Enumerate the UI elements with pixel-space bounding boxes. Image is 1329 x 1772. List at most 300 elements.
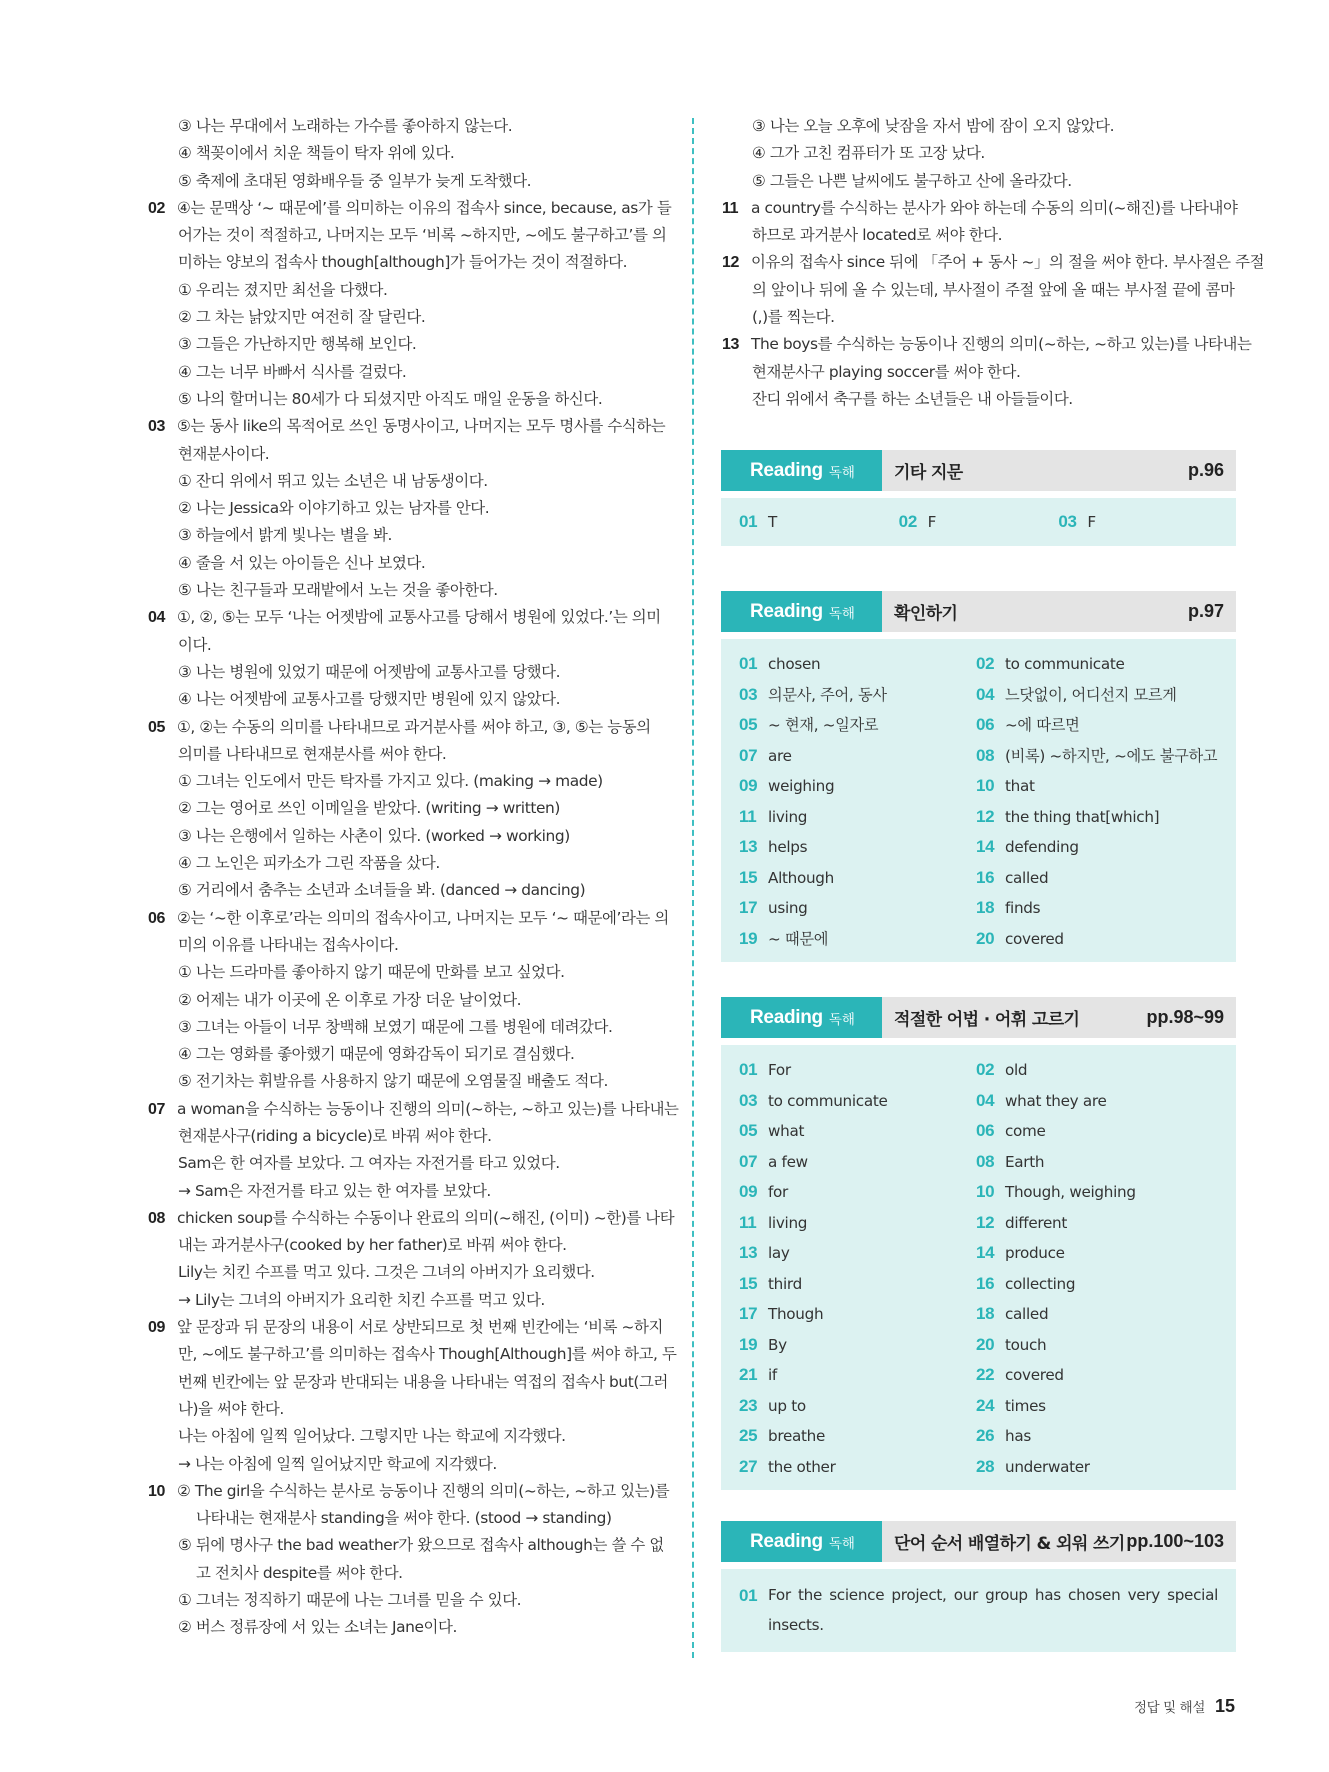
answer-text: a few — [768, 1152, 808, 1171]
reading-box-other-passage — [721, 450, 1236, 546]
reading-tag: Reading 독해 — [721, 1521, 882, 1562]
answer-text: 의문사, 주어, 동사 — [768, 685, 887, 704]
line-text: ⑤ 축제에 초대된 영화배우들 중 일부가 늦게 도착했다. — [178, 171, 532, 190]
answer-number: 06 — [976, 715, 995, 734]
line-text: ④ 줄을 서 있는 아이들은 신나 보였다. — [178, 553, 426, 572]
question-number: 04 — [148, 609, 165, 627]
answer-area — [721, 1045, 1236, 1490]
answer-number: 23 — [739, 1395, 758, 1415]
answer-number: 10 — [976, 1182, 995, 1201]
line-text: 미의 이유를 나타내는 접속사이다. — [178, 935, 399, 954]
explanation-line — [148, 1232, 666, 1259]
answer-text: By — [768, 1335, 787, 1354]
box-page-ref: p.97 — [1187, 601, 1224, 621]
answer-item — [976, 1116, 1212, 1147]
line-text: ④는 문맥상 ‘~ 때문에’를 의미하는 이유의 접속사 since, because, as가 들 — [177, 198, 672, 217]
line-text: ⑤ 나의 할머니는 80세가 다 되셨지만 아직도 매일 운동을 하신다. — [178, 389, 603, 408]
answer-area — [721, 1569, 1236, 1652]
answer-text: living — [768, 807, 808, 826]
line-text: ③ 그들은 가난하지만 행복해 보인다. — [178, 335, 417, 354]
answer-number: 14 — [976, 1243, 995, 1262]
answer-number: 14 — [976, 837, 995, 856]
explanation-line — [148, 1178, 666, 1205]
answer-item — [976, 832, 1212, 863]
reading-tag: Reading 독해 — [721, 450, 882, 491]
line-text: 이다. — [178, 635, 212, 654]
answer-number: 07 — [739, 745, 758, 765]
explanation-line — [148, 522, 666, 549]
explanation-line — [722, 168, 1237, 195]
footer-label: 정답 및 해설 — [1133, 1700, 1205, 1716]
answer-item — [976, 863, 1212, 894]
answer-number: 20 — [976, 928, 995, 948]
left-column — [148, 113, 679, 1642]
line-text: ④ 그가 고친 컴퓨터가 또 고장 났다. — [752, 144, 985, 163]
explanation-line — [148, 304, 666, 331]
answer-text: the thing that[which] — [1005, 807, 1160, 826]
explanation-line — [148, 850, 666, 877]
box-header — [721, 997, 1236, 1038]
answer-number: 16 — [976, 1273, 995, 1293]
answer-item — [976, 1055, 1212, 1086]
line-text: → Lily는 그녀의 아버지가 요리한 치킨 수프를 먹고 있다. — [178, 1290, 545, 1309]
line-text: ③ 그녀는 아들이 너무 창백해 보였기 때문에 그를 병원에 데려갔다. — [178, 1017, 613, 1036]
answer-text: chosen — [768, 655, 821, 673]
answer-item — [739, 771, 976, 802]
answer-item — [739, 1238, 976, 1269]
line-text: 이유의 접속사 since 뒤에 「주어 + 동사 ~」의 절을 써야 한다. 부사절은 주절 — [751, 253, 1265, 272]
answer-number: 09 — [739, 1182, 758, 1201]
line-text: 나타내는 현재분사 standing을 써야 한다. (stood → standing) — [196, 1509, 612, 1528]
box-title: 적절한 어법 · 어휘 고르기 — [894, 1010, 1080, 1030]
answer-number: 02 — [898, 511, 917, 531]
answer-item — [739, 649, 976, 680]
answer-number: 03 — [739, 1090, 758, 1110]
answer-text: called — [1005, 1305, 1049, 1323]
question-number: 11 — [722, 199, 739, 217]
answer-item — [1058, 507, 1218, 538]
answer-text: times — [1005, 1396, 1046, 1415]
line-text: ⑤ 뒤에 명사구 the bad weather가 왔으므로 접속사 although는 쓸 수 없 — [178, 1536, 664, 1555]
explanation-line — [722, 140, 1237, 167]
line-text: 나는 아침에 일찍 일어났다. 그렇지만 나는 학교에 지각했다. — [178, 1427, 566, 1446]
answer-item — [739, 710, 976, 741]
line-text: ① 잔디 위에서 뛰고 있는 소년은 내 남동생이다. — [178, 471, 488, 490]
line-text: 나)을 써야 한다. — [178, 1399, 284, 1418]
page-number: 15 — [1214, 1696, 1235, 1716]
answer-number: 11 — [739, 1212, 757, 1232]
answer-number: 26 — [976, 1426, 995, 1445]
answer-item — [976, 1360, 1212, 1391]
question-explanation — [148, 1314, 666, 1341]
explanation-line — [722, 359, 1237, 386]
line-text: → Sam은 자전거를 타고 있는 한 여자를 보았다. — [178, 1181, 491, 1200]
question-number: 09 — [148, 1319, 165, 1337]
answer-area — [721, 498, 1236, 546]
line-text: ① 우리는 졌지만 최선을 다했다. — [178, 280, 388, 299]
answer-text: what they are — [1005, 1091, 1107, 1110]
explanation-line — [722, 304, 1237, 331]
answer-text: finds — [1005, 899, 1041, 917]
answer-item — [739, 1421, 976, 1452]
answer-item — [976, 1452, 1212, 1483]
explanation-line — [722, 113, 1237, 140]
line-text: ④ 그 노인은 피카소가 그린 작품을 샀다. — [178, 854, 440, 873]
explanation-line — [148, 113, 666, 140]
line-text: a woman을 수식하는 능동이나 진행의 의미(~하는, ~하고 있는)를 나타내는 — [177, 1099, 679, 1118]
answer-item — [976, 741, 1218, 772]
answer-number: 13 — [739, 837, 758, 856]
answer-item — [739, 1055, 976, 1086]
question-number: 13 — [722, 336, 739, 354]
answer-item — [976, 1238, 1212, 1269]
question-explanation — [148, 604, 666, 631]
line-text: ③ 나는 병원에 있었기 때문에 어젯밤에 교통사고를 당했다. — [178, 662, 561, 681]
line-text: ⑤ 나는 친구들과 모래밭에서 노는 것을 좋아한다. — [178, 581, 498, 600]
explanation-line — [148, 795, 666, 822]
line-text: → 나는 아침에 일찍 일어났지만 학교에 지각했다. — [178, 1454, 497, 1473]
answer-text: ~ 때문에 — [768, 929, 829, 948]
answer-item — [739, 1147, 976, 1178]
explanation-line — [148, 768, 666, 795]
answer-number: 01 — [739, 511, 758, 531]
explanation-line — [148, 959, 666, 986]
answer-number: 25 — [739, 1426, 758, 1445]
explanation-line — [148, 1150, 666, 1177]
explanation-line — [148, 140, 666, 167]
answer-text: For — [768, 1061, 791, 1079]
question-number: 05 — [148, 718, 165, 736]
answer-number: 22 — [976, 1365, 995, 1384]
answer-text: produce — [1005, 1244, 1065, 1262]
line-text: ①, ②, ⑤는 모두 ‘나는 어젯밤에 교통사고를 당해서 병원에 있었다.’는 의미 — [177, 608, 661, 627]
answer-item — [976, 771, 1212, 802]
reading-tag: Reading 독해 — [721, 591, 882, 632]
answer-item — [739, 680, 976, 711]
answer-item — [976, 1177, 1212, 1208]
answer-text: lay — [768, 1244, 790, 1262]
reading-box-grammar-vocab — [721, 997, 1236, 1490]
answer-text: the other — [768, 1457, 836, 1476]
answer-number: 05 — [739, 715, 758, 734]
answer-text: 느닷없이, 어디선지 모르게 — [1005, 685, 1177, 704]
explanation-line — [148, 1396, 666, 1423]
line-text: 잔디 위에서 축구를 하는 소년들은 내 아들들이다. — [752, 389, 1073, 408]
answer-text: F — [1087, 512, 1096, 531]
explanation-line — [148, 577, 666, 604]
explanation-line — [148, 331, 666, 358]
line-text: 현재분사구(riding a bicycle)로 바꿔 써야 한다. — [178, 1126, 492, 1145]
line-text: 내는 과거분사구(cooked by her father)로 바꿔 써야 한다. — [178, 1236, 567, 1255]
question-explanation — [148, 1096, 679, 1123]
answer-number: 10 — [976, 776, 995, 795]
explanation-line — [148, 1505, 666, 1532]
question-number: 10 — [148, 1482, 165, 1500]
answer-text: has — [1005, 1427, 1031, 1445]
explanation-line — [148, 249, 666, 276]
box-title: 단어 순서 배열하기 & 외워 쓰기 — [894, 1534, 1125, 1554]
line-text: ② 나는 Jessica와 이야기하고 있는 남자를 안다. — [178, 499, 490, 518]
explanation-line — [148, 1014, 666, 1041]
box-title: 확인하기 — [894, 604, 958, 624]
line-text: ①, ②는 수동의 의미를 나타내므로 과거분사를 써야 하고, ③, ⑤는 능동의 — [177, 717, 651, 736]
answer-number: 11 — [739, 806, 757, 826]
box-title: 기타 지문 — [894, 463, 963, 483]
question-explanation — [722, 331, 1252, 358]
question-explanation — [148, 1205, 675, 1232]
answer-text: defending — [1005, 838, 1079, 856]
answer-item — [739, 1299, 976, 1330]
answer-area — [721, 639, 1236, 962]
answer-text: Though, weighing — [1005, 1183, 1136, 1201]
explanation-line — [148, 495, 666, 522]
answer-number: 03 — [739, 684, 758, 704]
explanation-line — [148, 168, 666, 195]
explanation-line — [148, 686, 666, 713]
answer-number: 02 — [976, 654, 995, 673]
explanation-line — [148, 823, 666, 850]
explanation-line — [148, 550, 666, 577]
answer-item — [976, 680, 1212, 711]
right-column — [722, 113, 1265, 413]
answer-item — [739, 507, 899, 538]
question-explanation — [148, 905, 669, 932]
explanation-line — [722, 277, 1237, 304]
answer-number: 15 — [739, 867, 758, 887]
explanation-line — [148, 1614, 666, 1641]
answer-number: 12 — [976, 1212, 995, 1232]
explanation-line — [148, 659, 666, 686]
answer-text: (비록) ~하지만, ~에도 불구하고 — [1005, 746, 1218, 765]
line-text: 의미를 나타내므로 현재분사를 써야 한다. — [178, 744, 447, 763]
answer-number: 18 — [976, 1304, 995, 1323]
answer-item — [739, 1330, 976, 1361]
explanation-line — [148, 1369, 666, 1396]
answer-text: Earth — [1005, 1152, 1045, 1171]
explanation-line — [148, 1451, 666, 1478]
answer-number: 01 — [739, 654, 758, 673]
line-text: ① 나는 드라마를 좋아하지 않기 때문에 만화를 보고 싶었다. — [178, 963, 565, 982]
question-number: 06 — [148, 909, 165, 927]
answer-item — [976, 1147, 1212, 1178]
answer-text: third — [768, 1274, 802, 1293]
answer-text: that — [1005, 777, 1035, 795]
answer-number: 04 — [976, 1090, 995, 1110]
column-divider — [692, 118, 694, 1658]
answer-item — [739, 1391, 976, 1422]
line-text: Lily는 치킨 수프를 먹고 있다. 그것은 그녀의 아버지가 요리했다. — [178, 1263, 595, 1282]
answer-text: are — [768, 746, 792, 765]
answer-item — [976, 1391, 1212, 1422]
question-number: 02 — [148, 199, 165, 217]
explanation-line — [722, 222, 1237, 249]
answer-text: old — [1005, 1061, 1028, 1079]
box-page-ref: pp.98~99 — [1146, 1007, 1224, 1027]
answer-item — [976, 1330, 1212, 1361]
box-header — [721, 591, 1236, 632]
answer-text: underwater — [1005, 1457, 1090, 1476]
answer-item — [739, 802, 976, 833]
question-number: 12 — [722, 254, 739, 272]
answer-text: different — [1005, 1213, 1068, 1232]
line-text: 의 앞이나 뒤에 올 수 있는데, 부사절이 주절 앞에 올 때는 부사절 끝에 콤마 — [752, 280, 1235, 299]
answer-item — [976, 649, 1212, 680]
explanation-line — [148, 1259, 666, 1286]
answer-number: 18 — [976, 898, 995, 917]
line-text: ② 그 차는 낡았지만 여전히 잘 달린다. — [178, 308, 426, 327]
line-text: ⑤는 동사 like의 목적어로 쓰인 동명사이고, 나머지는 모두 명사를 수식하는 — [177, 417, 666, 436]
answer-number: 16 — [976, 867, 995, 887]
answer-number: 12 — [976, 806, 995, 826]
line-text: 고 전치사 despite를 써야 한다. — [196, 1563, 403, 1582]
explanation-line — [148, 741, 666, 768]
line-text: ③ 나는 오늘 오후에 낮잠을 자서 밤에 잠이 오지 않았다. — [752, 117, 1115, 135]
line-text: ③ 하늘에서 밝게 빛나는 별을 봐. — [178, 526, 392, 545]
answer-text: ~ 현재, ~일자로 — [768, 716, 879, 734]
answer-item — [899, 507, 1059, 538]
explanation-line — [148, 277, 666, 304]
reading-tag: Reading 독해 — [721, 997, 882, 1038]
answer-text: to communicate — [1005, 655, 1125, 673]
line-text: ① 그녀는 정직하기 때문에 나는 그녀를 믿을 수 있다. — [178, 1591, 522, 1610]
explanation-line — [148, 1341, 677, 1368]
line-text: 앞 문장과 뒤 문장의 내용이 서로 상반되므로 첫 번째 빈칸에는 ‘비록 ~하지 — [177, 1318, 663, 1337]
answer-text: what — [768, 1122, 805, 1140]
answer-item — [739, 741, 976, 772]
answer-item — [739, 893, 976, 924]
line-text: ②는 ‘~한 이후로’라는 의미의 접속사이고, 나머지는 모두 ‘~ 때문에’라는 의 — [177, 908, 669, 927]
line-text: ② 어제는 내가 이곳에 온 이후로 가장 더운 날이었다. — [178, 990, 522, 1009]
answer-text: F — [927, 512, 937, 531]
answer-text: covered — [1005, 1366, 1064, 1384]
answer-item — [976, 1269, 1212, 1300]
answer-item — [739, 832, 976, 863]
line-text: ② The girl을 수식하는 분사로 능동이나 진행의 의미(~하는, ~하고 있는)를 — [177, 1481, 670, 1500]
answer-text: weighing — [768, 777, 835, 795]
explanation-line — [722, 386, 1237, 413]
answer-number: 05 — [739, 1121, 758, 1140]
line-text: 미하는 양보의 접속사 though[although]가 들어가는 것이 적절하다. — [178, 253, 628, 272]
answer-text: Although — [768, 868, 834, 887]
answer-number: 09 — [739, 776, 758, 795]
explanation-line — [148, 386, 666, 413]
explanation-line — [148, 632, 666, 659]
question-explanation — [722, 249, 1265, 276]
answer-number: 04 — [976, 684, 995, 704]
question-explanation — [148, 1478, 670, 1505]
line-text: ④ 그는 너무 바빠서 식사를 걸렀다. — [178, 362, 407, 381]
answer-text: covered — [1005, 929, 1064, 948]
answer-text: helps — [768, 838, 808, 856]
explanation-line — [148, 1068, 666, 1095]
line-text: a country를 수식하는 분사가 와야 하는데 수동의 의미(~해진)를 나타내야 — [751, 198, 1238, 217]
question-number: 08 — [148, 1209, 165, 1227]
answer-item — [976, 1299, 1212, 1330]
answer-number: 13 — [739, 1243, 758, 1262]
answer-number: 19 — [739, 928, 758, 948]
explanation-line — [148, 222, 666, 249]
answer-number: 15 — [739, 1273, 758, 1293]
explanation-line — [148, 932, 666, 959]
answer-item — [739, 863, 976, 894]
explanation-line — [148, 1041, 666, 1068]
line-text: 현재분사구 playing soccer를 써야 한다. — [752, 362, 1021, 381]
answer-item — [739, 1269, 976, 1300]
box-header — [721, 1521, 1236, 1562]
answer-number: 20 — [976, 1334, 995, 1354]
answer-text: up to — [768, 1396, 806, 1415]
answer-number: 02 — [976, 1060, 995, 1079]
line-text: ④ 그는 영화를 좋아했기 때문에 영화감독이 되기로 결심했다. — [178, 1045, 575, 1064]
answer-item — [976, 710, 1212, 741]
question-number: 07 — [148, 1100, 165, 1118]
line-text: ③ 나는 무대에서 노래하는 가수를 좋아하지 않는다. — [178, 117, 513, 135]
answer-text: collecting — [1005, 1274, 1076, 1293]
answer-item — [739, 1452, 976, 1483]
explanation-line — [148, 468, 666, 495]
line-text: 어가는 것이 적절하고, 나머지는 모두 ‘비록 ~하지만, ~에도 불구하고’를 의 — [178, 226, 667, 245]
answer-number: 08 — [976, 745, 995, 765]
line-text: ⑤ 전기차는 휘발유를 사용하지 않기 때문에 오염물질 배출도 적다. — [178, 1072, 608, 1091]
answer-text: living — [768, 1213, 808, 1232]
answer-number: 03 — [1058, 511, 1077, 531]
answer-item — [739, 1360, 976, 1391]
line-text: ④ 나는 어젯밤에 교통사고를 당했지만 병원에 있지 않았다. — [178, 690, 561, 709]
explanation-line — [148, 987, 666, 1014]
line-text: 하므로 과거분사 located로 써야 한다. — [752, 226, 1003, 245]
answer-text: called — [1005, 868, 1049, 887]
explanation-line — [148, 1423, 666, 1450]
answer-text: for — [768, 1183, 788, 1201]
line-text: ③ 나는 은행에서 일하는 사촌이 있다. (worked → working) — [178, 826, 570, 845]
page-footer — [1134, 1696, 1235, 1717]
answer-item: 01 For the science project, our group has chosen very special insects. — [739, 1586, 1218, 1634]
answer-number: 01 — [739, 1060, 758, 1079]
answer-text: come — [1005, 1122, 1046, 1140]
answer-item — [976, 924, 1212, 955]
answer-text: touch — [1005, 1335, 1047, 1354]
line-text: chicken soup를 수식하는 수동이나 완료의 의미(~해진, (이미) ~한)를 나타 — [177, 1208, 675, 1227]
explanation-line — [148, 877, 666, 904]
answer-number: 24 — [976, 1395, 995, 1415]
answer-number: 21 — [739, 1365, 758, 1384]
reading-box-word-order — [721, 1521, 1236, 1652]
answer-number: 08 — [976, 1151, 995, 1171]
line-text: ⑤ 거리에서 춤추는 소년과 소녀들을 봐. (danced → dancing) — [178, 881, 586, 900]
line-text: ⑤ 그들은 나쁜 날씨에도 불구하고 산에 올라갔다. — [752, 171, 1072, 190]
reading-box-check — [721, 591, 1236, 962]
question-explanation — [148, 195, 672, 222]
question-explanation — [148, 714, 666, 741]
line-text: 번째 빈칸에는 앞 문장과 반대되는 내용을 나타내는 역접의 접속사 but(그러 — [178, 1372, 668, 1391]
question-explanation — [722, 195, 1237, 222]
answer-text: T — [768, 512, 777, 531]
line-text: ② 그는 영어로 쓰인 이메일을 받았다. (writing → written) — [178, 799, 560, 818]
answer-text: Though — [768, 1305, 824, 1323]
answer-number: 17 — [739, 898, 758, 917]
question-number: 03 — [148, 418, 165, 436]
answer-item — [739, 924, 976, 955]
answer-text: to communicate — [768, 1091, 888, 1110]
box-page-ref: p.96 — [1187, 460, 1224, 480]
explanation-line — [148, 1532, 666, 1559]
box-header — [721, 450, 1236, 491]
line-text: 만, ~에도 불구하고’를 의미하는 접속사 Though[Although]를 써야 하고, 두 — [178, 1345, 677, 1364]
answer-item — [739, 1086, 976, 1117]
answer-number: 06 — [976, 1121, 995, 1140]
answer-number: 07 — [739, 1151, 758, 1171]
explanation-line — [148, 1287, 666, 1314]
